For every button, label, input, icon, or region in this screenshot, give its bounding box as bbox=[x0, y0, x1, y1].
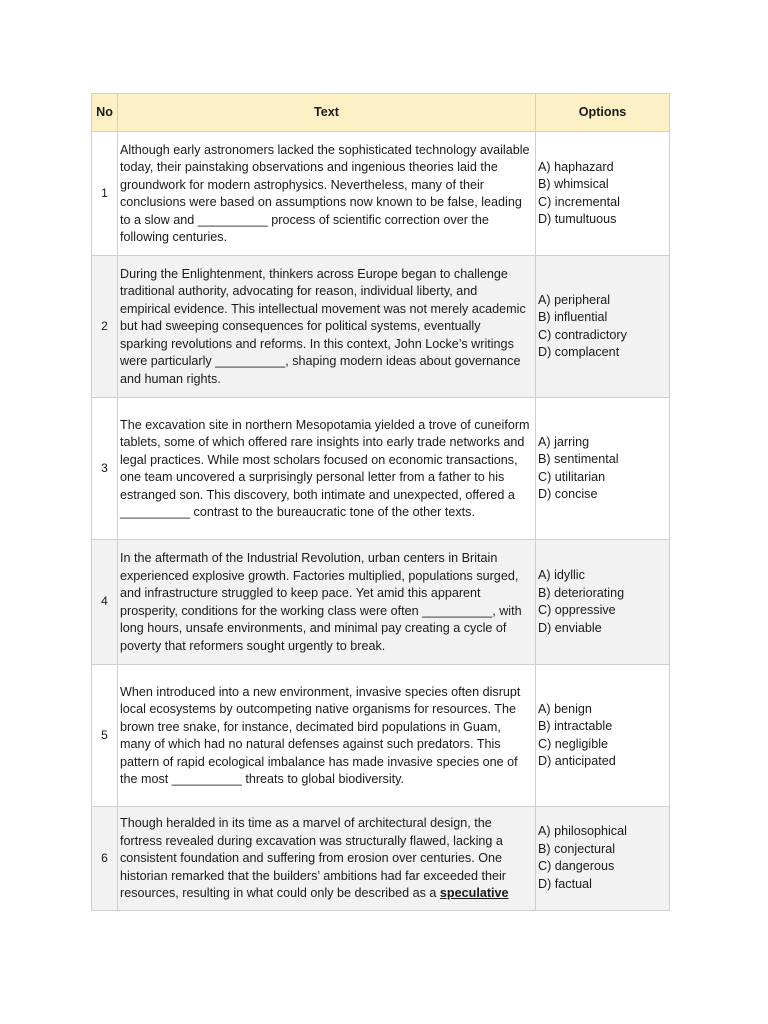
question-text bbox=[118, 807, 536, 911]
question-text bbox=[118, 540, 536, 665]
table-row bbox=[92, 807, 670, 911]
option-b: B) deteriorating bbox=[538, 585, 625, 600]
option-d: D) anticipated bbox=[538, 754, 616, 768]
question-number: 3 bbox=[92, 398, 118, 540]
question-number: 6 bbox=[92, 807, 118, 911]
header-no: No bbox=[92, 94, 118, 132]
table-row bbox=[92, 665, 670, 807]
table-header-row bbox=[92, 94, 670, 132]
option-a: A) benign bbox=[538, 701, 592, 716]
header-options: Options bbox=[536, 94, 670, 132]
option-b: B) influential bbox=[538, 310, 608, 324]
question-text bbox=[118, 132, 536, 256]
passage-text: In the aftermath of the Industrial Revolution, urban centers in Britain experienced explosive growth. Factories multiplied, populations surged, and infrastructure struggled to keep pace. Yet amid this apparent prosperity, conditions for the working class were often __________, with long hours, unsafe environments, and minimal pay creating a cycle of poverty that reformers sought urgently to break. bbox=[120, 551, 522, 653]
option-d: D) tumultuous bbox=[538, 212, 617, 226]
question-table bbox=[91, 93, 670, 911]
passage-text: When introduced into a new environment, invasive species often disrupt local ecosystems by outcompeting native organisms for resources. The brown tree snake, for instance, decimated bird populations in Guam, many of which had no natural defenses against such predators. This pattern of rapid ecological imbalance has made invasive species one of the most __________ threats to global biodiversity. bbox=[120, 684, 521, 786]
question-sheet bbox=[91, 93, 669, 911]
answer-options bbox=[536, 398, 670, 540]
option-c: C) incremental bbox=[538, 194, 620, 209]
table-row bbox=[92, 398, 670, 540]
option-c: C) negligible bbox=[538, 736, 609, 751]
question-number: 4 bbox=[92, 540, 118, 665]
question-number: 2 bbox=[92, 256, 118, 398]
option-c: C) oppressive bbox=[538, 603, 616, 617]
option-d: D) enviable bbox=[538, 620, 602, 635]
option-d: D) complacent bbox=[538, 345, 620, 359]
option-d: D) concise bbox=[538, 487, 598, 501]
option-a: A) haphazard bbox=[538, 159, 614, 174]
answer-options bbox=[536, 132, 670, 256]
table-row bbox=[92, 256, 670, 398]
question-text bbox=[118, 398, 536, 540]
option-b: B) conjectural bbox=[538, 841, 615, 856]
question-number: 1 bbox=[92, 132, 118, 256]
table-row bbox=[92, 132, 670, 256]
answer-options bbox=[536, 540, 670, 665]
option-c: C) dangerous bbox=[538, 859, 615, 874]
passage-text: Although early astronomers lacked the sophisticated technology available today, their painstaking observations and ingenious theories laid the groundwork for modern astrophysics. Nevertheless, many of their conclusions were based on assumptions now known to be false, leading to a slow and __________ process of scientific correction over the following centuries. bbox=[120, 142, 530, 244]
question-text bbox=[118, 665, 536, 807]
option-a: A) idyllic bbox=[538, 568, 585, 582]
option-b: B) whimsical bbox=[538, 177, 609, 191]
option-b: B) intractable bbox=[538, 719, 613, 733]
passage-text: The excavation site in northern Mesopotamia yielded a trove of cuneiform tablets, some of which offered rare insights into early trade networks and legal practices. While most scholars focused on economic transactions, one team uncovered a surprisingly personal letter from a father to his estranged son. This discovery, both intimate and unexpected, offered a __________ contrast to the bureaucratic tone of the other texts. bbox=[120, 417, 530, 519]
table-row bbox=[92, 540, 670, 665]
option-c: C) contradictory bbox=[538, 327, 627, 342]
passage-text: Though heralded in its time as a marvel of architectural design, the fortress revealed during excavation was structurally flawed, lacking a consistent foundation and suffering from erosion over centuries. One historian remarked that the builders’ ambitions had far exceeded their resources, resulting in what could only be described as a bbox=[120, 816, 506, 900]
answer-options bbox=[536, 665, 670, 807]
option-d: D) factual bbox=[538, 876, 592, 891]
header-text: Text bbox=[118, 94, 536, 132]
option-a: A) peripheral bbox=[538, 292, 611, 307]
option-a: A) jarring bbox=[538, 434, 590, 449]
option-c: C) utilitarian bbox=[538, 469, 606, 484]
answer-options bbox=[536, 256, 670, 398]
question-text bbox=[118, 256, 536, 398]
answer-options bbox=[536, 807, 670, 911]
question-number: 5 bbox=[92, 665, 118, 807]
option-a: A) philosophical bbox=[538, 824, 627, 839]
passage-text: During the Enlightenment, thinkers across Europe began to challenge traditional authority, advocating for reason, individual liberty, and empirical evidence. This intellectual movement was not merely academic but had sweeping consequences for political systems, eventually sparking revolutions and reforms. In this context, John Locke’s writings were particularly __________, shaping modern ideas about governance and human rights. bbox=[120, 266, 526, 386]
option-b: B) sentimental bbox=[538, 452, 619, 466]
underlined-phrase: speculative bbox=[439, 886, 509, 900]
